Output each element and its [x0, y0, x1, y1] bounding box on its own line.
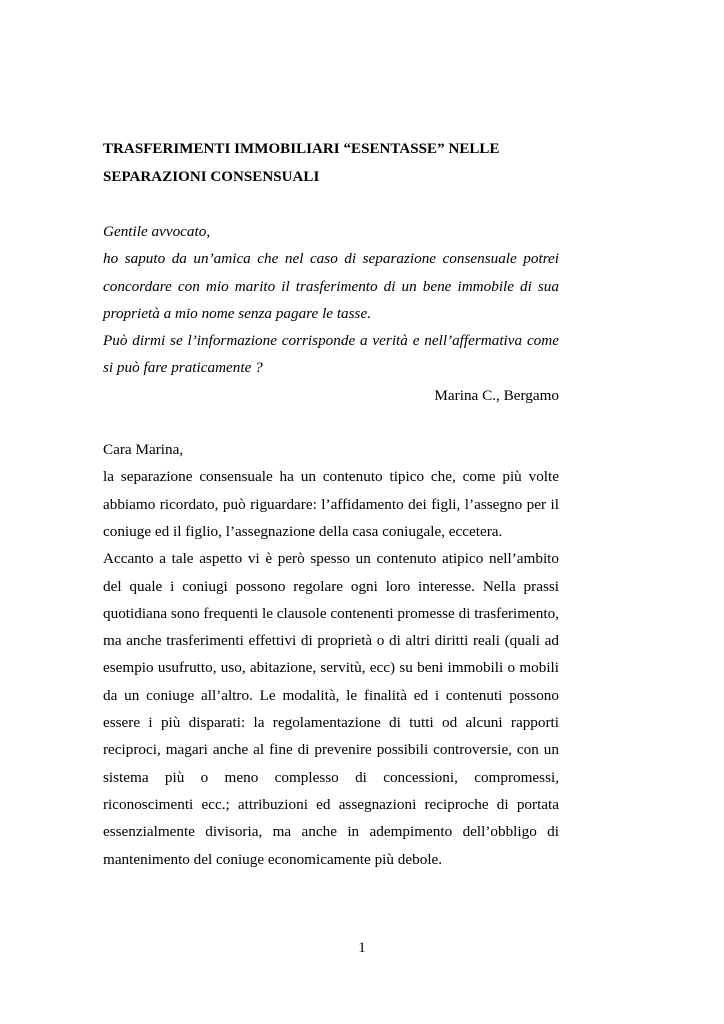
letter-paragraph-2: Può dirmi se l’informazione corrisponde a verità e nell’affermativa come si può fare praticamente ?: [103, 332, 559, 377]
spacer: [103, 409, 559, 436]
reply-greeting: Cara Marina,: [103, 441, 184, 459]
reply-paragraph-1: la separazione consensuale ha un contenuto tipico che, come più volte abbiamo ricordato, può riguardare: l’affidamento dei figli, l’assegno per il coniuge ed il figlio, l’assegnazione della casa coniugale, eccetera.: [103, 468, 559, 540]
letter-paragraph-1: ho saputo da un’amica che nel caso di separazione consensuale potrei concordare con mio marito il trasferimento di un bene immobile di sua proprietà a mio nome senza pagare le tasse.: [103, 250, 559, 322]
article-title-line-1: TRASFERIMENTI IMMOBILIARI “ESENTASSE” NELLE: [103, 141, 500, 157]
reply-paragraph-2: Accanto a tale aspetto vi è però spesso un contenuto atipico nell’ambito del quale i coniugi possono regolare ogni loro interesse. Nella prassi quotidiana sono frequenti le clausole contenenti promesse di trasferimento, ma anche trasferimenti effettivi di proprietà o di altri diritti reali (quali ad esempio usufrutto, uso, abitazione, servitù, ecc) su beni immobili o mobili da un coniuge all’altro. Le modalità, le finalità ed i contenuti possono essere i più disparati: la regolamentazione di tutti od alcuni rapporti reciproci, magari anche al fine di prevenire possibili controversie, con un sistema più o meno complesso di concessioni, compromessi, riconoscimenti ecc.; attribuzioni ed assegnazioni reciproche di portata essenzialmente divisoria, ma anche in adempimento dell’obbligo di mantenimento del coniuge economicamente più debole.: [103, 550, 559, 868]
page-content: [103, 136, 559, 873]
page-number: 1: [358, 940, 366, 956]
spacer: [103, 191, 559, 218]
article-title-line-2: SEPARAZIONI CONSENSUALI: [103, 168, 320, 185]
letter-signature: Marina C., Bergamo: [434, 386, 559, 404]
letter-greeting: Gentile avvocato,: [103, 223, 211, 240]
